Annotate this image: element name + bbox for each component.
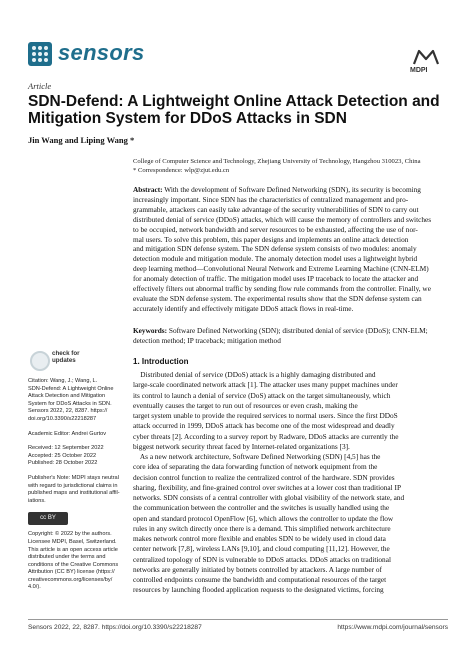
body-line: the communication between the controller and the switches is usually handled using the bbox=[133, 503, 390, 513]
journal-logo-icon bbox=[28, 42, 52, 66]
body-line: rules in any switch directly once there is a demand. This simplified network architecture bbox=[133, 523, 391, 533]
abstract-line: With the development of Software Defined Networking (SDN), its security is becoming bbox=[162, 185, 421, 194]
copyright-line: conditions of the Creative Commons bbox=[28, 561, 119, 568]
body-line: biggest network security threat faced by Internet-related organizations [3]. bbox=[133, 441, 350, 451]
abstract-label: Abstract: bbox=[133, 185, 163, 194]
abstract-line: detection module and mitigation module. The anomaly detection model uses a lightweight hybrid bbox=[133, 254, 418, 264]
body-line: decision control function to realize the centralized control of the hardware. SDN provides bbox=[133, 472, 395, 482]
body-line: Distributed denial of service (DDoS) attack is a highly damaging distributed and bbox=[133, 370, 376, 379]
keywords-line: detection method; IP traceback; mitigation method bbox=[133, 335, 281, 345]
abstract-line: effectively filters out abnormal traffic by sending flow rule commands from the controller. Finally, we bbox=[133, 284, 431, 294]
publisher-note-line: published maps and institutional affil- bbox=[28, 490, 120, 497]
keywords bbox=[133, 326, 449, 346]
body-line: As a new network architecture, Software Defined Networking (SDN) [4,5] has the bbox=[133, 452, 381, 461]
copyright-line: distributed under the terms and bbox=[28, 554, 106, 561]
citation-block bbox=[28, 378, 126, 424]
date-line: Received: 12 September 2022 bbox=[28, 445, 104, 452]
dates-block bbox=[28, 445, 126, 468]
affiliation bbox=[133, 157, 453, 175]
body-line: target system unable to provide the required services to normal users. Since the first DDoS bbox=[133, 411, 398, 420]
abstract-line: grammable, attackers can easily take advantage of the security vulnerabilities of SDN to carry out bbox=[133, 204, 419, 214]
footer-citation[interactable]: Sensors 2022, 22, 8287. https://doi.org/10.3390/s22218287 bbox=[28, 624, 202, 631]
abstract-line: to be occupied, network bandwidth and server resources to be exhausted, affecting the use of nor- bbox=[133, 224, 418, 234]
title-line: Mitigation System for DDoS Attacks in SDN bbox=[28, 110, 347, 127]
footer-journal-link[interactable]: https://www.mdpi.com/journal/sensors bbox=[337, 624, 448, 631]
body-line: networks. SDN consists of a central controller with global visibility of the network state, and bbox=[133, 493, 405, 502]
citation-line: System for DDoS Attacks in SDN. bbox=[28, 400, 112, 407]
body-line: makes network control more flexible and enables SDN to be widely used in cloud data bbox=[133, 534, 386, 543]
body-text bbox=[133, 370, 449, 596]
copyright-line[interactable]: 4.0/). bbox=[28, 584, 41, 591]
abstract-line: evaluate the SDN defense system. The experimental results show that the SDN defense system can bbox=[133, 293, 422, 303]
publisher-logo-icon bbox=[411, 48, 441, 66]
cc-by-license-icon[interactable]: cc BY bbox=[28, 512, 68, 525]
check-for-updates-button[interactable] bbox=[52, 350, 80, 364]
body-line: sharing, flexibility, and fine-grained control over switches at a lower cost than traditional IP bbox=[133, 482, 402, 492]
publisher-label: MDPI bbox=[410, 67, 428, 74]
title-line: SDN-Defend: A Lightweight Online Attack Detection and bbox=[28, 93, 440, 110]
citation-line: Citation: Wang, J.; Wang, L. bbox=[28, 378, 98, 384]
footer-divider bbox=[28, 619, 448, 620]
body-line: controlled endpoints consume the bandwidth and computational resources of the target bbox=[133, 575, 387, 584]
date-line: Published: 28 October 2022 bbox=[28, 460, 98, 467]
body-line: networks are generally initiated by botnets controlled by attackers. A large number of bbox=[133, 564, 382, 574]
check-updates-line: updates bbox=[52, 357, 76, 364]
authors: Jin Wang and Liping Wang * bbox=[28, 135, 135, 145]
copyright-line: Licensee MDPI, Basel, Switzerland. bbox=[28, 538, 117, 545]
check-for-updates-icon[interactable] bbox=[30, 351, 50, 371]
abstract-line: deep learning method—Convolutional Neural Network and Extreme Learning Machine (CNN-ELM) bbox=[133, 264, 429, 274]
copyright-block bbox=[28, 531, 126, 592]
publisher-note-line: Publisher's Note: MDPI stays neutral bbox=[28, 474, 119, 481]
abstract-line: accurately identify and effectively mitigate DDoS attack flows in real-time. bbox=[133, 303, 354, 313]
citation-line: SDN-Defend: A Lightweight Online bbox=[28, 385, 114, 392]
affiliation-line: College of Computer Science and Technology, Zhejiang University of Technology, Hangzhou 310023, China bbox=[133, 158, 421, 165]
keywords-label: Keywords: bbox=[133, 326, 168, 335]
body-line: its control to launch a denial of service (DoS) attack on the target simultaneously, which bbox=[133, 390, 391, 400]
article-title bbox=[28, 93, 448, 127]
citation-line[interactable]: Sensors 2022, 22, 8287. https:// bbox=[28, 408, 108, 415]
body-line: open and standard protocol OpenFlow [6], which allows the controller to update the flow bbox=[133, 513, 394, 523]
date-line: Accepted: 25 October 2022 bbox=[28, 452, 97, 459]
publisher-note-line: iations. bbox=[28, 497, 46, 504]
abstract-line: for anomaly detection of traffic. The mitigation model uses IP traceback to locate the attacker and bbox=[133, 274, 419, 284]
abstract-line: increasingly important. Since SDN has the characteristics of centralized management and pro- bbox=[133, 194, 409, 204]
body-line: center network [7,8], wireless LANs [9,10], and cloud computing [11,12]. However, the bbox=[133, 544, 390, 554]
copyright-line[interactable]: Attribution (CC BY) license (https:// bbox=[28, 569, 115, 576]
citation-line[interactable]: doi.org/10.3390/s22218287 bbox=[28, 415, 97, 422]
academic-editor: Academic Editor: Andrei Gurtov bbox=[28, 430, 107, 437]
abstract-line: mal users. To solve this problem, this paper designs and implements an online attack detection bbox=[133, 234, 409, 244]
body-line: centralized topology of SDN is vulnerable to DDoS attacks. DDoS attacks on traditional bbox=[133, 554, 391, 564]
body-line: resources by launching flooded application requests to the designated victims, forcing bbox=[133, 585, 384, 595]
abstract-line: and mitigation SDN defense system. The SDN defense system consists of two modules: anomaly bbox=[133, 244, 417, 254]
citation-line: Attack Detection and Mitigation bbox=[28, 393, 106, 400]
publisher-note-line: with regard to jurisdictional claims in bbox=[28, 482, 118, 489]
keywords-line: Software Defined Networking (SDN); distributed denial of service (DDoS); CNN-ELM; bbox=[167, 326, 428, 335]
copyright-line: This article is an open access article bbox=[28, 546, 118, 553]
sidebar bbox=[28, 378, 126, 599]
abstract-line: distributed denial of service (DDoS) attacks, which will cause the memory of controllers and switches bbox=[133, 214, 432, 224]
body-line: cyber threats [2]. According to a survey report by Radware, DDoS attacks are currently the bbox=[133, 431, 399, 441]
section-heading: 1. Introduction bbox=[133, 357, 189, 366]
check-updates-line: check for bbox=[52, 350, 80, 357]
body-line: large-scale coordinated network attack [1]. The attacker uses many puppet machines under bbox=[133, 380, 398, 390]
journal-name: sensors bbox=[58, 40, 145, 65]
publisher-note bbox=[28, 475, 126, 505]
body-line: eventually causes the target to run out of resources or even crash, making the bbox=[133, 400, 358, 410]
body-line: core idea of separating the data forwarding function of network equipment from the bbox=[133, 462, 378, 472]
abstract bbox=[133, 185, 449, 314]
body-line: attack occurred in 1999, DDoS attack has become one of the most widespread and deadly bbox=[133, 421, 395, 431]
copyright-line[interactable]: creativecommons.org/licenses/by/ bbox=[28, 576, 113, 583]
copyright-line: Copyright: © 2022 by the authors. bbox=[28, 531, 112, 538]
article-type: Article bbox=[28, 81, 52, 91]
correspondence-link[interactable]: * Correspondence: wlp@zjut.edu.cn bbox=[133, 167, 230, 174]
